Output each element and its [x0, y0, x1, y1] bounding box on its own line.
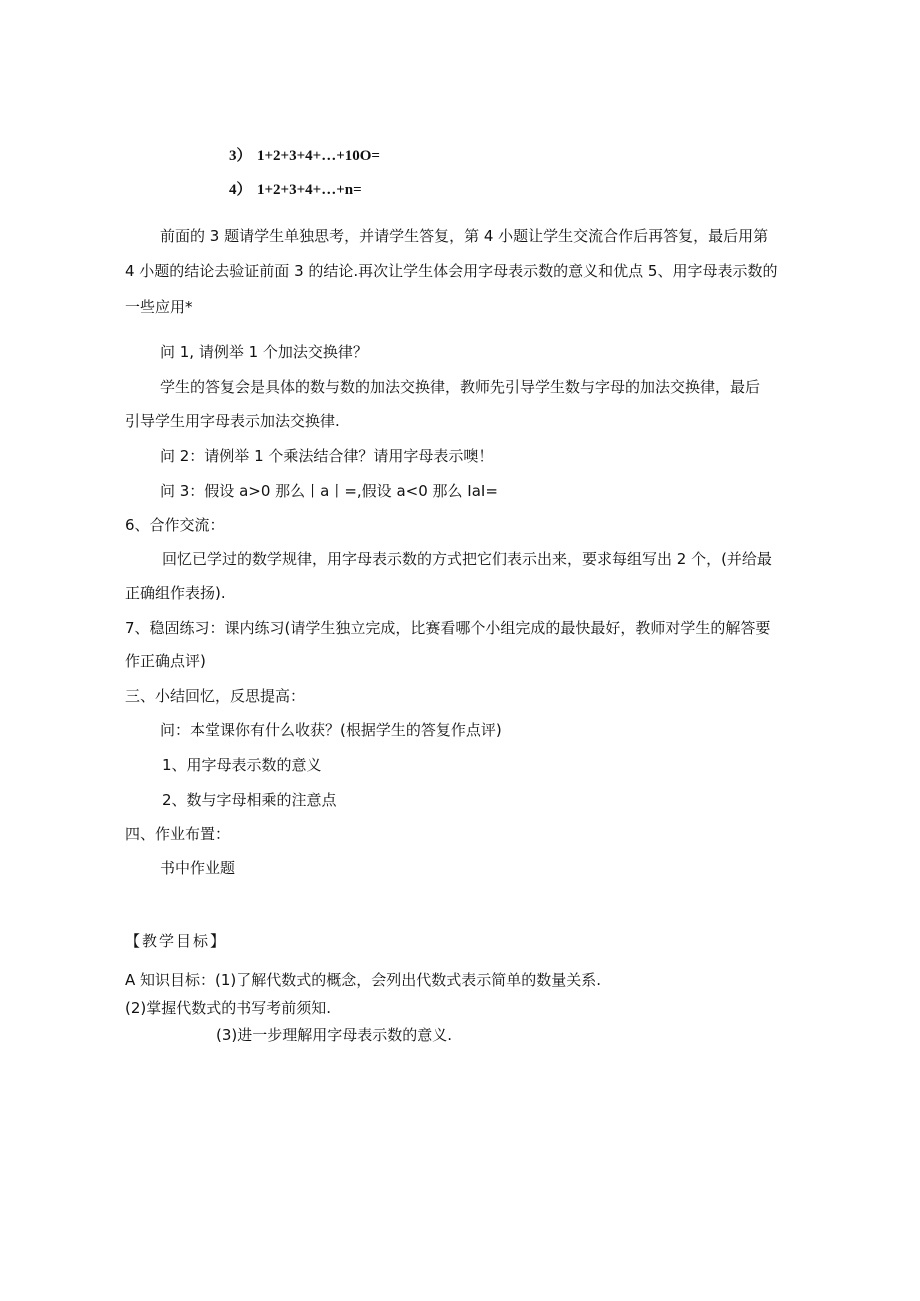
paragraph-3-line-1: 回忆已学过的数学规律，用字母表示数的方式把它们表示出来，要求每组写出 2 个，(并给最: [162, 550, 772, 568]
summary-question: 问：本堂课你有什么收获？(根据学生的答复作点评): [160, 721, 502, 739]
section-7-line-2: 作正确点评): [125, 652, 206, 670]
item-4-expression: 1+2+3+4+…+n=: [257, 182, 362, 198]
item-3-expression: 1+2+3+4+…+10O=: [257, 148, 380, 164]
summary-point-1: 1、用字母表示数的意义: [162, 756, 322, 774]
question-1: 问 1, 请例举 1 个加法交换律？: [160, 343, 368, 361]
item-3-number: 3）: [229, 148, 252, 164]
section-3-heading: 三、小结回忆，反思提高：: [125, 687, 306, 705]
paragraph-1-line-2: 4 小题的结论去验证前面 3 的结论.再次让学生体会用字母表示数的意义和优点 5、用字母表示数的: [125, 262, 778, 280]
teaching-goals-title: 【教学目标】: [125, 932, 228, 950]
paragraph-2-line-2: 引导学生用字母表示加法交换律.: [125, 412, 340, 430]
section-7-line-1: 7、稳固练习：课内练习(请学生独立完成，比赛看哪个小组完成的最快最好，教师对学生的解答要: [125, 619, 771, 637]
question-2: 问 2：请例举 1 个乘法结合律？请用字母表示噢！: [160, 447, 494, 465]
section-6-heading: 6、合作交流：: [125, 516, 225, 534]
homework-text: 书中作业题: [160, 859, 236, 877]
summary-point-2: 2、数与字母相乘的注意点: [162, 791, 337, 809]
goal-item-2: (2)掌握代数式的书写考前须知.: [125, 999, 332, 1017]
paragraph-1-line-3: 一些应用*: [125, 298, 193, 316]
paragraph-3-line-2: 正确组作表扬).: [125, 584, 226, 602]
goal-item-3: (3)进一步理解用字母表示数的意义.: [216, 1026, 453, 1044]
paragraph-2-line-1: 学生的答复会是具体的数与数的加法交换律，教师先引导学生数与字母的加法交换律，最后: [160, 378, 761, 396]
goal-a-knowledge: A 知识目标：(1)了解代数式的概念，会列出代数式表示简单的数量关系.: [125, 971, 602, 989]
paragraph-1-line-1: 前面的 3 题请学生单独思考，并请学生答复，第 4 小题让学生交流合作后再答复，最后用第: [160, 227, 769, 245]
question-3: 问 3：假设 a>0 那么丨a丨=,假设 a<0 那么 IaI=: [160, 482, 498, 500]
section-4-heading: 四、作业布置：: [125, 825, 231, 843]
item-4-number: 4）: [229, 182, 252, 198]
